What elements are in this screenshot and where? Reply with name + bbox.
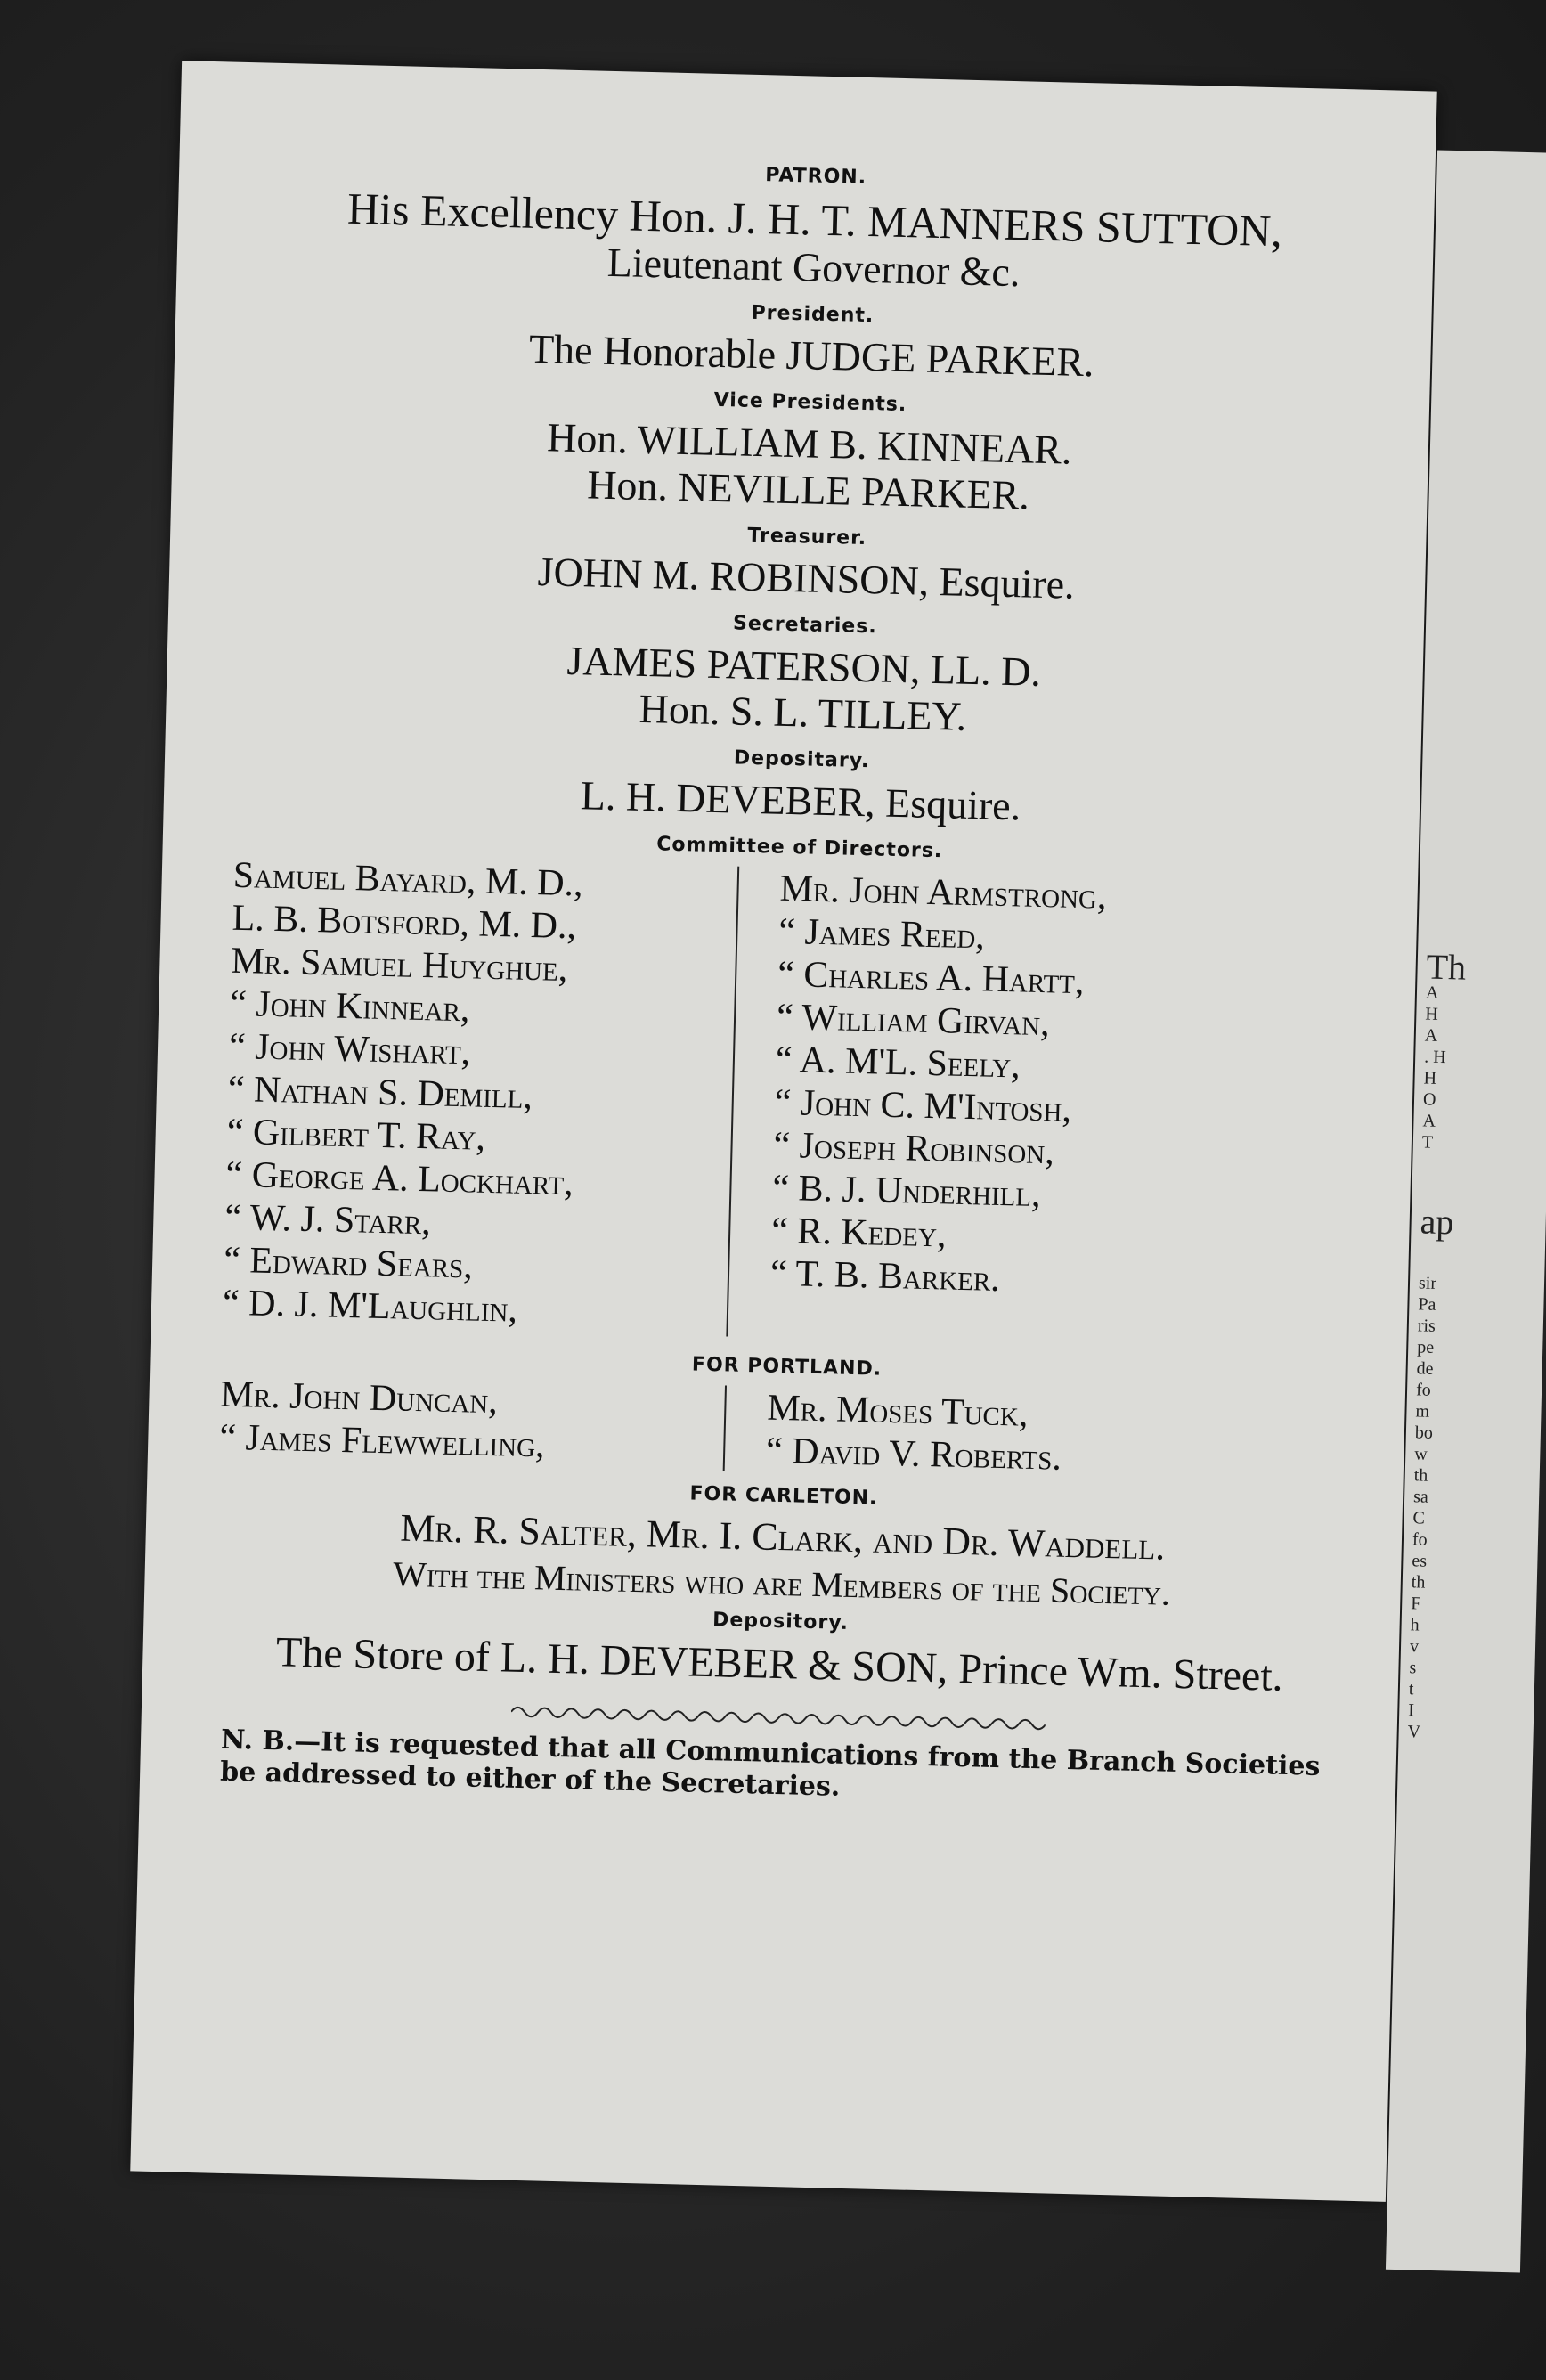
portland-right-column [730, 1386, 1266, 1485]
facing-page-line: H [1425, 1004, 1439, 1024]
committee-member: “ Gilbert T. Ray, [226, 1111, 486, 1159]
facing-page-body-line: V [1407, 1722, 1421, 1742]
committee-member: Samuel Bayard, M. D., [232, 854, 584, 905]
committee-member: “ James Reed, [777, 910, 986, 958]
committee-member: “ John Wishart, [228, 1025, 471, 1073]
facing-page-line: A [1422, 1111, 1436, 1131]
ministers-line: With the Ministers who are Members of the Society. [392, 1553, 1171, 1613]
facing-page-body-line: C [1412, 1508, 1426, 1528]
committee-right-column [733, 867, 1279, 1350]
column-divider [723, 1385, 727, 1471]
portland-member: Mr. John Duncan, [220, 1373, 499, 1422]
secretary-2: Hon. S. L. TILLEY. [639, 685, 967, 739]
facing-page-body-line: th [1411, 1572, 1426, 1593]
facing-page-body-line: sa [1412, 1487, 1429, 1507]
treasurer-name: JOHN M. ROBINSON, Esquire. [537, 549, 1076, 607]
facing-page-body-line: w [1414, 1444, 1428, 1464]
facing-page-body-line: fo [1412, 1529, 1428, 1550]
committee-member: “ W. J. Starr, [224, 1196, 432, 1243]
committee-member: “ John Kinnear, [229, 982, 470, 1031]
committee-member: “ William Girvan, [776, 996, 1051, 1045]
committee-member: Mr. John Armstrong, [779, 868, 1108, 917]
facing-page-body-line: bo [1414, 1422, 1434, 1443]
committee-member: “ Nathan S. Demill, [227, 1068, 533, 1118]
depositary-label: Depositary. [733, 746, 870, 773]
facing-page-body-line: v [1409, 1636, 1420, 1657]
facing-page-subheading: ap [1420, 1201, 1455, 1243]
committee-member: “ T. B. Barker. [769, 1252, 1001, 1300]
portland-label: FOR PORTLAND. [691, 1353, 883, 1381]
wavy-rule-ornament [511, 1701, 1046, 1736]
facing-page-body-line: F [1410, 1593, 1421, 1614]
committee-member: L. B. Botsford, M. D., [232, 897, 577, 948]
treasurer-label: Treasurer. [747, 524, 867, 550]
portland-member: “ James Flewwelling, [218, 1416, 546, 1466]
secretary-1: JAMES PATERSON, LL. D. [566, 637, 1042, 695]
vice-presidents-label: Vice Presidents. [713, 388, 907, 417]
facing-page-body-line: m [1415, 1401, 1430, 1422]
facing-page-line: A [1425, 982, 1439, 1003]
facing-page-body-line: de [1416, 1358, 1434, 1379]
facing-page-body-line: sir [1418, 1273, 1437, 1293]
page-content [184, 98, 1401, 2165]
committee-member: “ Edward Sears, [223, 1239, 474, 1287]
vice-president-2: Hon. NEVILLE PARKER. [586, 461, 1030, 518]
facing-page-body-line: es [1412, 1551, 1428, 1571]
committee-member: “ D. J. M'Laughlin, [222, 1282, 518, 1331]
footnote: N. B.—It is requested that all Communications from the Branch Societies be addressed to either of the Secretaries. [219, 1724, 1321, 1803]
committee-left-column [205, 853, 733, 1336]
committee-member: Mr. Samuel Huyghue, [230, 940, 568, 990]
president-name: The Honorable JUDGE PARKER. [528, 325, 1095, 386]
committee-columns [205, 853, 1383, 1352]
committee-member: “ B. J. Underhill, [771, 1167, 1042, 1216]
committee-label: Committee of Directors. [655, 833, 943, 863]
facing-page-body-line: Pa [1418, 1294, 1436, 1315]
facing-page-line: O [1422, 1089, 1436, 1110]
committee-member: “ A. M'L. Seely, [775, 1039, 1021, 1087]
facing-page-line: . H [1423, 1047, 1446, 1068]
portland-columns [201, 1373, 1370, 1487]
carleton-label: FOR CARLETON. [689, 1482, 878, 1510]
depository-store: The Store of L. H. DEVEBER & SON, Prince Wm. Street. [275, 1628, 1284, 1700]
committee-member: “ R. Kedey, [770, 1210, 948, 1256]
portland-member: Mr. Moses Tuck, [766, 1387, 1029, 1435]
facing-page-heading: Th [1426, 946, 1467, 988]
facing-page-body-line: s [1409, 1658, 1417, 1678]
secretaries-label: Secretaries. [732, 612, 878, 639]
facing-page-body-line: th [1413, 1465, 1428, 1486]
facing-page-body-line: h [1410, 1615, 1420, 1635]
committee-member: “ Charles A. Hartt, [777, 953, 1086, 1003]
facing-page-line: A [1424, 1025, 1438, 1046]
carleton-members: Mr. R. Salter, Mr. I. Clark, and Dr. Waddell. [399, 1505, 1166, 1569]
facing-page-line: H [1423, 1068, 1437, 1088]
committee-member: “ George A. Lockhart, [225, 1153, 574, 1204]
depository-label: Depository. [712, 1609, 850, 1634]
vice-president-1: Hon. WILLIAM B. KINNEAR. [546, 414, 1073, 473]
patron-name: His Excellency Hon. J. H. T. MANNERS SUTTON, [346, 183, 1283, 257]
patron-title: Lieutenant Governor &c. [606, 239, 1021, 296]
facing-page-body-line: pe [1416, 1337, 1435, 1357]
facing-page-body-line: I [1408, 1700, 1415, 1721]
president-label: President. [751, 301, 875, 328]
facing-page-line: T [1421, 1132, 1434, 1153]
facing-page-body-line: ris [1417, 1316, 1436, 1336]
portland-left-column [201, 1373, 720, 1471]
facing-page-body-line: fo [1415, 1380, 1432, 1400]
portland-member: “ David V. Roberts. [765, 1430, 1062, 1479]
patron-label: PATRON. [764, 164, 867, 189]
facing-page-body-line: t [1408, 1679, 1414, 1699]
document-page [130, 61, 1436, 2202]
committee-member: “ John C. M'Intosh, [774, 1081, 1072, 1130]
depositary-name: L. H. DEVEBER, Esquire. [580, 772, 1021, 829]
committee-member: “ Joseph Robinson, [773, 1124, 1055, 1173]
